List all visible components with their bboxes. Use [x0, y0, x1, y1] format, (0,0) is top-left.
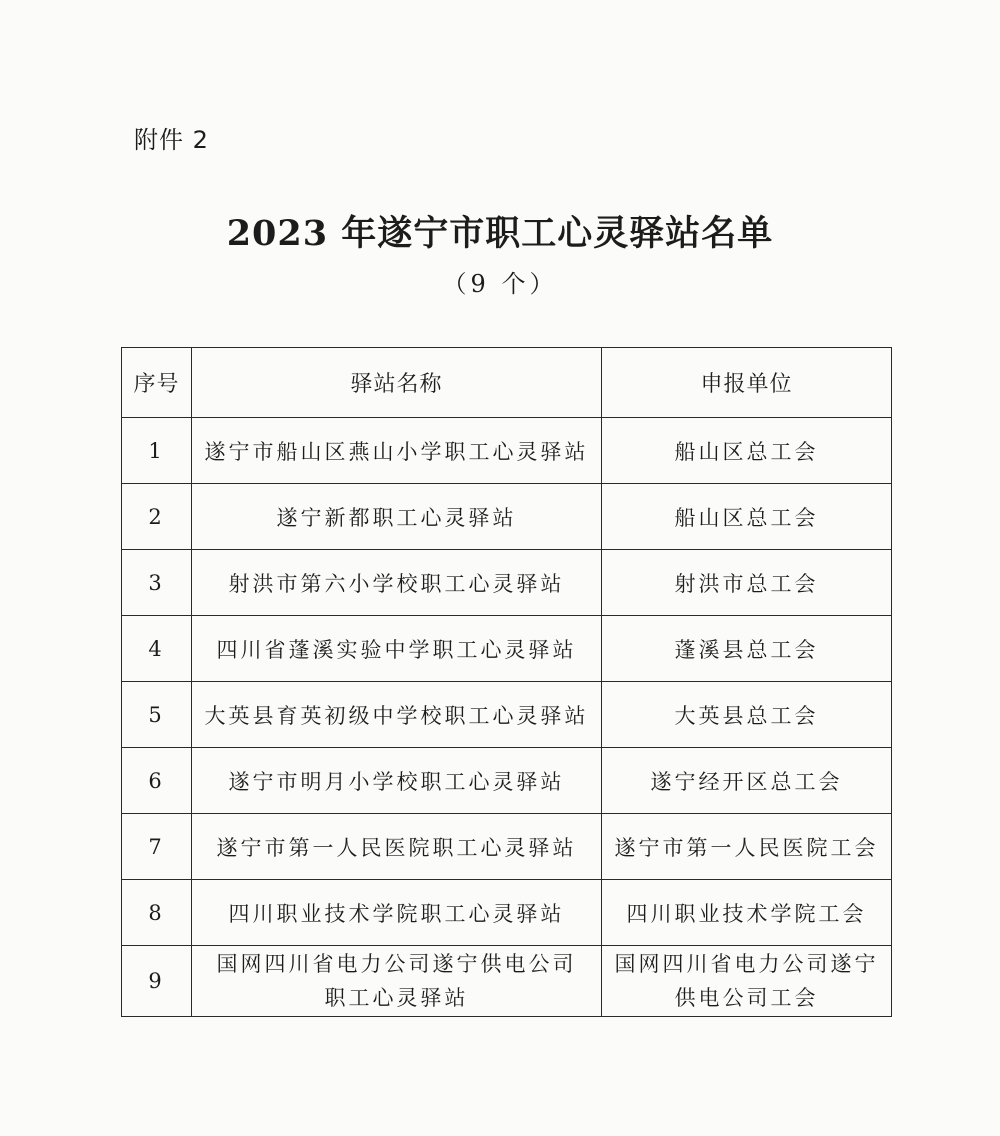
row-applicant-unit — [602, 418, 892, 484]
row-applicant-unit — [602, 748, 892, 814]
table-row — [122, 484, 892, 550]
station-name-line: 职工心灵驿站 — [324, 986, 469, 1010]
applicant-unit-line: 国网四川省电力公司遂宁 — [614, 952, 879, 976]
row-serial-number: 3 — [122, 550, 192, 616]
row-serial-number: 9 — [122, 946, 192, 1017]
row-applicant-unit — [602, 616, 892, 682]
row-serial-number: 5 — [122, 682, 192, 748]
row-serial-number: 1 — [122, 418, 192, 484]
document-subtitle: （9 个） — [442, 270, 558, 298]
row-applicant-unit — [602, 682, 892, 748]
station-name-line: 大英县育英初级中学校职工心灵驿站 — [204, 703, 589, 728]
table-header-row — [122, 348, 892, 418]
table-row — [122, 748, 892, 814]
station-name-line: 遂宁市明月小学校职工心灵驿站 — [228, 769, 565, 794]
row-serial-number: 2 — [122, 484, 192, 550]
document-title: 2023 年遂宁市职工心灵驿站名单 — [226, 213, 774, 254]
header-applicant-unit: 申报单位 — [602, 348, 892, 418]
row-station-name — [192, 616, 602, 682]
applicant-unit-line: 射洪市总工会 — [674, 571, 819, 596]
station-name-line: 国网四川省电力公司遂宁供电公司 — [216, 952, 577, 976]
table-row — [122, 550, 892, 616]
table-row — [122, 880, 892, 946]
row-station-name — [192, 748, 602, 814]
table-row — [122, 616, 892, 682]
applicant-unit-line: 蓬溪县总工会 — [674, 637, 819, 662]
row-applicant-unit — [602, 880, 892, 946]
station-name-line: 遂宁市第一人民医院职工心灵驿站 — [216, 835, 577, 860]
table-body — [122, 418, 892, 1017]
header-serial-number: 序号 — [122, 348, 192, 418]
applicant-unit-line: 船山区总工会 — [674, 505, 819, 530]
row-station-name — [192, 550, 602, 616]
row-serial-number: 6 — [122, 748, 192, 814]
row-applicant-unit — [602, 484, 892, 550]
row-station-name — [192, 814, 602, 880]
applicant-unit-line: 供电公司工会 — [674, 986, 819, 1010]
station-name-line: 射洪市第六小学校职工心灵驿站 — [228, 571, 565, 596]
table-row — [122, 418, 892, 484]
applicant-unit-line: 大英县总工会 — [674, 703, 819, 728]
table-row — [122, 946, 892, 1017]
station-name-line: 遂宁新都职工心灵驿站 — [276, 505, 517, 530]
station-name-line: 遂宁市船山区燕山小学职工心灵驿站 — [204, 439, 589, 464]
table-row — [122, 682, 892, 748]
row-serial-number: 8 — [122, 880, 192, 946]
row-applicant-unit — [602, 946, 892, 1017]
row-station-name — [192, 682, 602, 748]
attachment-label: 附件 2 — [134, 126, 209, 154]
station-table — [121, 347, 892, 1017]
applicant-unit-line: 四川职业技术学院工会 — [626, 901, 867, 926]
applicant-unit-line: 遂宁经开区总工会 — [650, 769, 843, 794]
applicant-unit-line: 遂宁市第一人民医院工会 — [614, 835, 879, 860]
row-station-name — [192, 484, 602, 550]
row-serial-number: 7 — [122, 814, 192, 880]
applicant-unit-line: 船山区总工会 — [674, 439, 819, 464]
row-station-name — [192, 880, 602, 946]
row-applicant-unit — [602, 550, 892, 616]
row-station-name — [192, 946, 602, 1017]
station-name-line: 四川省蓬溪实验中学职工心灵驿站 — [216, 637, 577, 662]
row-applicant-unit — [602, 814, 892, 880]
table-row — [122, 814, 892, 880]
row-serial-number: 4 — [122, 616, 192, 682]
station-name-line: 四川职业技术学院职工心灵驿站 — [228, 901, 565, 926]
row-station-name — [192, 418, 602, 484]
header-station-name: 驿站名称 — [192, 348, 602, 418]
